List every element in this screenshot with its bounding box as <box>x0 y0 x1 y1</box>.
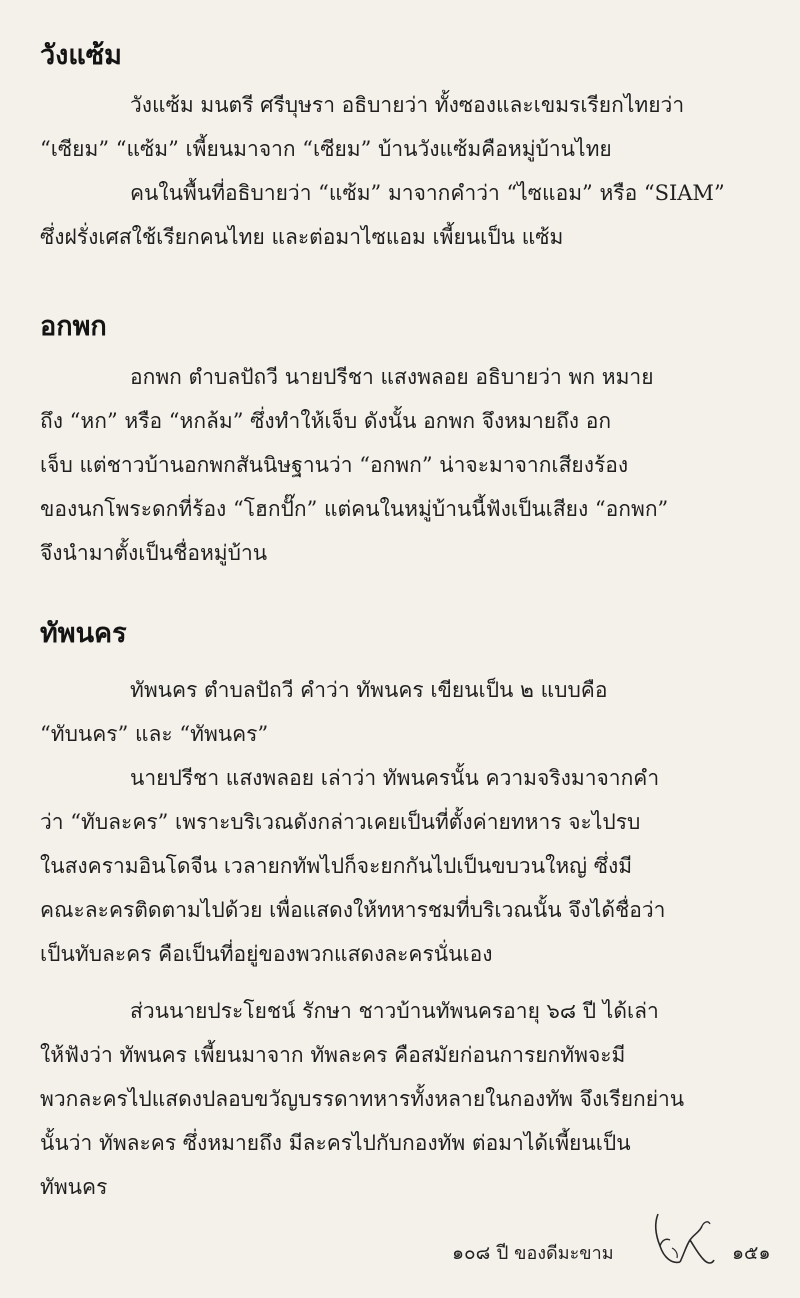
paragraph-line: ในสงครามอินโดจีน เวลายกทัพไปก็จะยกกันไปเป็นขบวนใหญ่ ซึ่งมี <box>40 854 633 878</box>
paragraph-line: ทัพนคร <box>40 1175 108 1199</box>
paragraph-line: เจ็บ แต่ชาวบ้านอกพกสันนิษฐานว่า “อกพก” น่าจะมาจากเสียงร้อง <box>40 453 629 477</box>
paragraph-line: อกพก ตำบลปัถวี นายปรีชา แสงพลอย อธิบายว่า พก หมาย <box>130 365 654 389</box>
paragraph-line: “เซียม” “แซ้ม” เพี้ยนมาจาก “เซียม” บ้านวังแซ้มคือหมู่บ้านไทย <box>40 137 612 161</box>
paragraph-line: พวกละครไปแสดงปลอบขวัญบรรดาทหารทั้งหลายในกองทัพ จึงเรียกย่าน <box>40 1087 685 1111</box>
paragraph-line: เป็นทับละคร คือเป็นที่อยู่ของพวกแสดงละครนั่นเอง <box>40 942 493 966</box>
paragraph-line: ของนกโพระดกที่ร้อง “โฮกปั๊ก” แต่คนในหมู่บ้านนี้ฟังเป็นเสียง “อกพก” <box>40 497 669 521</box>
footer-book-name: ของดีมะขาม <box>514 1243 614 1264</box>
section-title-wang-saem: วังแซ้ม <box>40 40 122 71</box>
footer-book-number: ๑๐๘ ปี <box>452 1242 509 1264</box>
paragraph-line: “ทับนคร” และ “ทัพนคร” <box>40 722 269 746</box>
section-title-thap-nakhon: ทัพนคร <box>40 618 127 649</box>
page-number: ๑๕๑ <box>732 1242 771 1264</box>
section-title-ok-phok: อกพก <box>40 311 107 342</box>
paragraph-line: คนในพื้นที่อธิบายว่า “แซ้ม” มาจากคำว่า “ไซแอม” หรือ “SIAM” <box>130 181 725 205</box>
paragraph-line: ถึง “หก” หรือ “หกล้ม” ซึ่งทำให้เจ็บ ดังนั้น อกพก จึงหมายถึง อก <box>40 409 612 433</box>
paragraph-line: ให้ฟังว่า ทัพนคร เพี้ยนมาจาก ทัพละคร คือสมัยก่อนการยกทัพจะมี <box>40 1043 626 1067</box>
paragraph-line: วังแซ้ม มนตรี ศรีบุษรา อธิบายว่า ทั้งซองและเขมรเรียกไทยว่า <box>130 93 685 117</box>
paragraph-line: นั้นว่า ทัพละคร ซึ่งหมายถึง มีละครไปกับกองทัพ ต่อมาได้เพี้ยนเป็น <box>40 1131 631 1155</box>
paragraph-line: ทัพนคร ตำบลปัถวี คำว่า ทัพนคร เขียนเป็น ๒ แบบคือ <box>130 678 608 702</box>
paragraph-line: จึงนำมาตั้งเป็นชื่อหมู่บ้าน <box>40 541 268 565</box>
paragraph-line: คณะละครติดตามไปด้วย เพื่อแสดงให้ทหารชมที่บริเวณนั้น จึงได้ชื่อว่า <box>40 898 666 922</box>
tamarind-logo-icon <box>650 1210 718 1268</box>
footer-book-title <box>452 1238 614 1268</box>
page-footer <box>0 1210 800 1270</box>
paragraph-line: นายปรีชา แสงพลอย เล่าว่า ทัพนครนั้น ความจริงมาจากคำ <box>130 766 660 790</box>
paragraph-line: ส่วนนายประโยชน์ รักษา ชาวบ้านทัพนครอายุ ๖๘ ปี ได้เล่า <box>130 999 659 1023</box>
paragraph-line: ว่า “ทับละคร” เพราะบริเวณดังกล่าวเคยเป็นที่ตั้งค่ายทหาร จะไปรบ <box>40 810 641 834</box>
paragraph-line: ซึ่งฝรั่งเศสใช้เรียกคนไทย และต่อมาไซแอม เพี้ยนเป็น แซ้ม <box>40 225 564 249</box>
